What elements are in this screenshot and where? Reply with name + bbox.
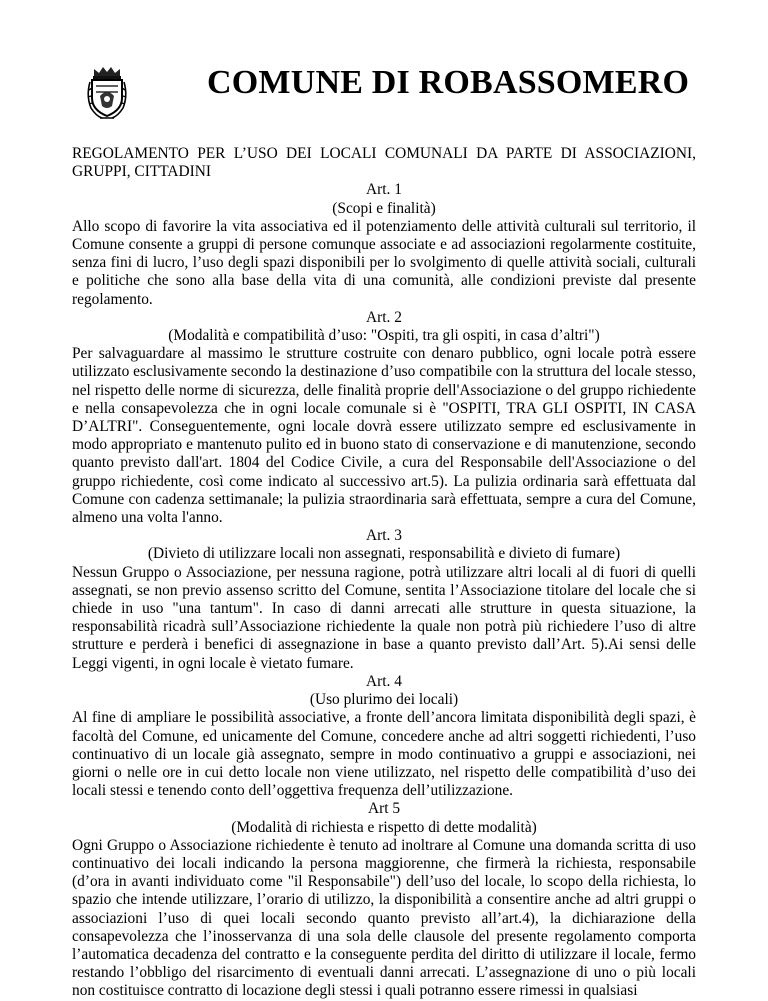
article-number: Art. 3 (366, 527, 402, 545)
article-heading: (Scopi e finalità) (332, 199, 436, 217)
article-text: Al fine di ampliare le possibilità associative, a fronte dell’ancora limitata disponibilità degli spazi, è facoltà del Comune, ed unicamente del Comune, concedere anche ad altri soggetti richiedenti, l’uso continuativo di un locale già assegnato, sempre in modo continuativo a gruppi e associazioni, nei giorni o nelle ore in cui detto locale non viene utilizzato, nel rispetto delle compatibilità d’uso dei locali stessi e tenendo conto dell’oggettiva frequenza dell’utilizzazione. (72, 709, 696, 800)
article-heading: (Uso plurimo dei locali) (309, 691, 459, 709)
coat-of-arms-icon (86, 66, 128, 120)
article-heading: (Divieto di utilizzare locali non assegnati, responsabilità e divieto di fumare) (147, 545, 621, 563)
article-number: Art. 1 (366, 181, 402, 199)
regulation-body (72, 145, 696, 1001)
article-number: Art. 2 (366, 308, 402, 326)
regulation-title: REGOLAMENTO PER L’USO DEI LOCALI COMUNALI DA PARTE DI ASSOCIAZIONI, GRUPPI, CITTADINI (72, 145, 696, 181)
article-number: Art. 4 (366, 672, 402, 690)
article-number: Art 5 (367, 800, 401, 818)
article-text: Allo scopo di favorire la vita associativa ed il potenziamento delle attività culturali sul territorio, il Comune consente a gruppi di persone comunque associate e ad associazioni regolarmente costituite, senza fini di lucro, l’uso degli spazi disponibili per lo svolgimento di quelle attività sociali, culturali e politiche che sono alla base della vita di una comunità, alle condizioni previste dal presente regolamento. (72, 217, 696, 308)
article-text: Ogni Gruppo o Associazione richiedente è tenuto ad inoltrare al Comune una domanda scritta di uso continuativo dei locali indicando la persona maggiorenne, che firmerà la richiesta, responsabile (d’ora in avanti individuato come "il Responsabile") dell’uso del locale, lo scopo della richiesta, lo spazio che intende utilizzare, l’orario di utilizzo, la disponibilità a consentire anche ad altri gruppi o associazioni l’uso di quei locali secondo quanto previsto all’art.4), la dichiarazione della consapevolezza che l’inosservanza di una sola delle clausole del presente regolamento comporta l’automatica decadenza del contratto e la conseguente perdita del diritto di utilizzare il locale, fermo restando l’obbligo del risarcimento di eventuali danni arrecati. L’assegnazione di uno o più locali non costituisce contratto di locazione degli stessi i quali potranno essere rimessi in qualsiasi (72, 836, 696, 1000)
article-text: Per salvaguardare al massimo le strutture costruite con denaro pubblico, ogni locale potrà essere utilizzato esclusivamente secondo la destinazione d’uso compatibile con la struttura del locale stesso, nel rispetto delle norme di sicurezza, delle finalità proprie dell'Associazione o del gruppo richiedente e nella consapevolezza che in ogni locale comunale si è "OSPITI, TRA GLI OSPITI, IN CASA D’ALTRI". Conseguentemente, ogni locale dovrà essere utilizzato sempre ed esclusivamente in modo appropriato e mantenuto pulito ed in buono stato di conservazione e di manutenzione, secondo quanto previsto dall'art. 1804 del Codice Civile, a cura del Responsabile dell'Associazione o del gruppo richiedente, così come indicato al successivo art.5). La pulizia ordinaria sarà effettuata dal Comune con cadenza settimanale; la pulizia straordinaria sarà effettuata, sempre a cura del Comune, almeno una volta l'anno. (72, 345, 696, 527)
article-heading: (Modalità di richiesta e rispetto di dette modalità) (231, 818, 537, 836)
article-heading: (Modalità e compatibilità d’uso: "Ospiti, tra gli ospiti, in casa d’altri") (168, 327, 600, 345)
article-text: Nessun Gruppo o Associazione, per nessuna ragione, potrà utilizzare altri locali al di fuori di quelli assegnati, se non previo assenso scritto del Comune, sentita l’Associazione titolare del locale che si chiede in uso "una tantum". In caso di danni arrecati alle strutture in questa situazione, la responsabilità ricadrà sull’Associazione richiedente la quale non potrà più richiedere l’uso di altre strutture e perderà i benefici di assegnazione in base a quanto previsto dall’Art. 5).Ai sensi delle Leggi vigenti, in ogni locale è vietato fumare. (72, 563, 696, 672)
municipality-title: COMUNE DI ROBASSOMERO (207, 64, 690, 101)
